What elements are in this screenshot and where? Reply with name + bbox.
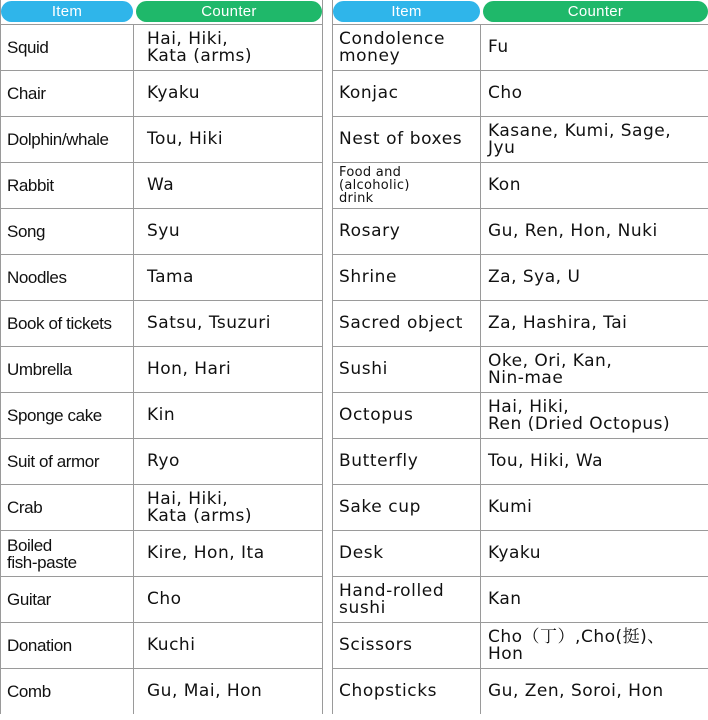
table-row (333, 25, 708, 71)
table-row (1, 393, 322, 439)
item-cell: Dolphin/whale (1, 117, 134, 162)
left-header-row (1, 0, 322, 24)
counter-cell: Hon, Hari (147, 359, 232, 379)
table-row (1, 209, 322, 255)
counter-cell: Cho（丁）,Cho(挺)、 Hon (488, 626, 665, 664)
table-row (333, 485, 708, 531)
counter-cell: Kyaku (147, 83, 200, 103)
counter-cell: Kuchi (147, 635, 196, 655)
item-cell: Rabbit (1, 163, 134, 208)
left-rows (1, 24, 322, 714)
counter-cell: Tama (147, 267, 194, 287)
table-row (1, 117, 322, 163)
table-row (333, 209, 708, 255)
item-cell: Hand-rolled sushi (333, 577, 481, 622)
counter-cell: Gu, Ren, Hon, Nuki (488, 221, 658, 241)
counter-cell: Hai, Hiki, Kata (arms) (147, 28, 253, 66)
table-row (333, 301, 708, 347)
item-cell: Sake cup (333, 485, 481, 530)
item-cell: Book of tickets (1, 301, 134, 346)
counter-cell: Hai, Hiki, Kata (arms) (147, 488, 253, 526)
item-cell: Sushi (333, 347, 481, 392)
table-row (333, 255, 708, 301)
item-cell: Food and (alcoholic) drink (333, 163, 481, 208)
table-row (1, 669, 322, 714)
counter-cell: Oke, Ori, Kan, Nin-mae (488, 350, 613, 388)
right-counter-header: Counter (483, 1, 708, 22)
counter-cell: Satsu, Tsuzuri (147, 313, 271, 333)
table-row (333, 623, 708, 669)
table-row (333, 347, 708, 393)
left-counter-header: Counter (136, 1, 322, 22)
left-item-header: Item (1, 1, 133, 22)
item-cell: Squid (1, 25, 134, 70)
item-cell: Song (1, 209, 134, 254)
counter-cell: Kire, Hon, Ita (147, 543, 265, 563)
table-row (333, 393, 708, 439)
table-row (333, 669, 708, 714)
table-row (333, 163, 708, 209)
table-row (1, 531, 322, 577)
item-cell: Boiled fish-paste (1, 531, 134, 576)
counter-cell: Za, Hashira, Tai (488, 313, 628, 333)
item-cell: Chopsticks (333, 669, 481, 714)
item-cell: Desk (333, 531, 481, 576)
item-cell: Sacred object (333, 301, 481, 346)
item-cell: Sponge cake (1, 393, 134, 438)
counter-cell: Cho (488, 83, 523, 103)
item-cell: Chair (1, 71, 134, 116)
item-cell: Konjac (333, 71, 481, 116)
counter-cell: Fu (488, 37, 509, 57)
item-cell: Nest of boxes (333, 117, 481, 162)
table-row (1, 301, 322, 347)
item-cell: Butterfly (333, 439, 481, 484)
item-cell: Crab (1, 485, 134, 530)
counter-cell: Kasane, Kumi, Sage, Jyu (488, 120, 672, 158)
left-counter-table (0, 0, 323, 714)
right-item-header: Item (333, 1, 480, 22)
counter-cell: Ryo (147, 451, 180, 471)
right-rows (333, 24, 708, 714)
table-row (1, 25, 322, 71)
table-row (333, 531, 708, 577)
counter-cell: Syu (147, 221, 181, 241)
counter-cell: Gu, Mai, Hon (147, 681, 263, 701)
item-cell: Shrine (333, 255, 481, 300)
right-header-row (333, 0, 708, 24)
item-cell: Scissors (333, 623, 481, 668)
counter-cell: Tou, Hiki (147, 129, 224, 149)
counter-cell: Kon (488, 175, 521, 195)
item-cell: Donation (1, 623, 134, 668)
item-cell: Suit of armor (1, 439, 134, 484)
table-row (1, 577, 322, 623)
table-row (1, 485, 322, 531)
counter-cell: Kin (147, 405, 176, 425)
item-cell: Condolence money (333, 25, 481, 70)
item-cell: Guitar (1, 577, 134, 622)
counter-cell: Kyaku (488, 543, 541, 563)
table-row (1, 623, 322, 669)
table-row (1, 255, 322, 301)
counter-cell: Tou, Hiki, Wa (488, 451, 603, 471)
counter-cell: Gu, Zen, Soroi, Hon (488, 681, 664, 701)
counter-cell: Kan (488, 589, 522, 609)
item-cell: Comb (1, 669, 134, 714)
table-row (333, 577, 708, 623)
table-row (1, 163, 322, 209)
counter-cell: Za, Sya, U (488, 267, 581, 287)
table-row (333, 439, 708, 485)
table-row (1, 347, 322, 393)
table-row (333, 71, 708, 117)
item-cell: Umbrella (1, 347, 134, 392)
table-row (1, 439, 322, 485)
table-row (1, 71, 322, 117)
item-cell: Octopus (333, 393, 481, 438)
counter-cell: Hai, Hiki, Ren (Dried Octopus) (488, 396, 671, 434)
counter-cell: Wa (147, 175, 175, 195)
counter-cell: Kumi (488, 497, 533, 517)
right-counter-table (332, 0, 708, 714)
item-cell: Rosary (333, 209, 481, 254)
table-row (333, 117, 708, 163)
item-cell: Noodles (1, 255, 134, 300)
counter-cell: Cho (147, 589, 182, 609)
